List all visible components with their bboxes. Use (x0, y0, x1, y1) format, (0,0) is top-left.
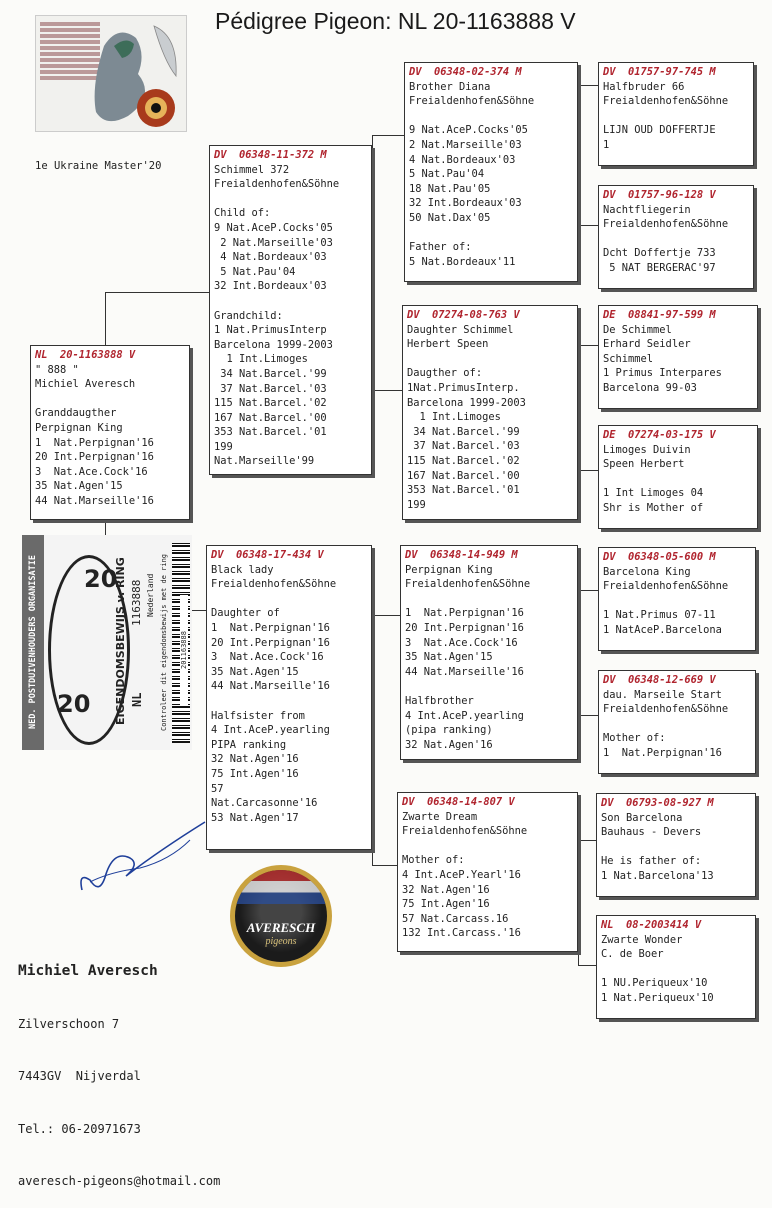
connector-line (578, 840, 596, 841)
box-header: DE 07274-03-175 V (603, 429, 716, 441)
box-line: 44 Nat.Marseille'16 (405, 665, 524, 678)
box-line: Schimmel 372 (214, 163, 290, 176)
box-line: Mother of: (603, 732, 666, 745)
box-line: 50 Nat.Dax'05 (409, 211, 491, 224)
box-line: 32 Int.Bordeaux'03 (214, 280, 327, 293)
signature (70, 810, 210, 900)
ring-country-name: Nederland (146, 573, 155, 617)
pedigree-box-mm-father (596, 793, 756, 897)
ring-ownership-card (22, 535, 192, 750)
connector-line (578, 85, 579, 225)
box-header: DV 06348-02-374 M (409, 66, 522, 78)
box-line: Bauhaus - Devers (601, 826, 702, 839)
pedigree-box-mf-mother (598, 670, 756, 774)
box-line: Barcelona King (603, 565, 691, 578)
box-line: 18 Nat.Pau'05 (409, 182, 491, 195)
box-line: 37 Nat.Barcel.'03 (214, 382, 327, 395)
box-line: 3 Nat.Ace.Cock'16 (211, 651, 324, 664)
box-line: 1 (603, 138, 610, 151)
box-line (214, 192, 367, 207)
box-line: Halfbrother (405, 694, 474, 707)
box-line (405, 592, 573, 607)
pedigree-box-paternal-grandfather (404, 62, 578, 282)
box-line: 3 Nat.Ace.Cock'16 (35, 465, 148, 478)
box-line: 34 Nat.Barcel.'99 (407, 425, 520, 438)
box-line: 5 NAT BERGERAC'97 (603, 261, 716, 274)
contact-city: 7443GV Nijverdal (18, 1069, 141, 1083)
box-line: 4 Int.AceP.Yearl'16 (402, 868, 521, 881)
box-line: dau. Marseile Start (603, 688, 722, 701)
connector-line (578, 225, 598, 226)
connector-line (578, 345, 579, 470)
pedigree-box-fm-mother (598, 425, 758, 529)
box-line (603, 594, 751, 609)
ring-country: NL (130, 692, 144, 708)
pedigree-box-ff-mother (598, 185, 754, 289)
box-line: 32 Nat.Agen'16 (402, 883, 490, 896)
contact-street: Zilverschoon 7 (18, 1016, 120, 1031)
box-header: DV 01757-96-128 V (603, 189, 716, 201)
box-line: Freialdenhofen&Söhne (211, 578, 337, 591)
box-line: 75 Int.Agen'16 (211, 767, 299, 780)
seal-subtitle: pigeons (265, 936, 297, 947)
box-line: 353 Nat.Barcel.'01 (407, 484, 520, 497)
box-line: 9 Nat.AceP.Cocks'05 (214, 221, 333, 234)
box-line: De Schimmel (603, 323, 672, 336)
box-line: 44 Nat.Marseille'16 (211, 680, 330, 693)
box-line: Barcelona 1999-2003 (407, 396, 526, 409)
box-line: 115 Nat.Barcel.'02 (214, 397, 327, 410)
box-line: Mother of: (402, 854, 465, 867)
box-line: Father of: (409, 241, 472, 254)
box-line: 1 Int Limoges 04 (603, 487, 704, 500)
pedigree-box-fm-father (598, 305, 758, 409)
box-line: 37 Nat.Barcel.'03 (407, 440, 520, 453)
box-line: Schimmel (603, 352, 654, 365)
box-line: 2 Nat.Marseille'03 (214, 236, 333, 249)
pedigree-box-maternal-grandfather (400, 545, 578, 760)
box-line: 3 Nat.Ace.Cock'16 (405, 636, 518, 649)
box-line: Freialdenhofen&Söhne (603, 580, 729, 593)
box-line (211, 592, 367, 607)
contact-name: Michiel Averesch (18, 963, 158, 979)
box-line: Freialdenhofen&Söhne (603, 95, 729, 108)
connector-line (578, 85, 598, 86)
box-line (407, 352, 573, 367)
box-line: Erhard Seidler (603, 338, 691, 351)
box-line: He is father of: (601, 855, 702, 868)
box-line: 4 Int.AceP.yearling (405, 709, 524, 722)
box-line: 57 (211, 782, 224, 795)
box-line: 1 Int.Limoges (407, 411, 501, 424)
connector-line (372, 390, 402, 391)
ring-year-top: 20 (84, 565, 118, 593)
barcode-number: 201163888 (180, 595, 188, 705)
pedigree-box-subject (30, 345, 190, 520)
box-line: Perpignan King (35, 421, 123, 434)
box-line: 20 Int.Perpignan'16 (35, 451, 154, 464)
box-line: 53 Nat.Agen'17 (211, 811, 299, 824)
box-line: C. de Boer (601, 948, 664, 961)
contact-block (18, 928, 220, 1208)
box-line: Halfbruder 66 (603, 80, 685, 93)
box-line: 1Nat.PrimusInterp. (407, 381, 520, 394)
box-line: 20 Int.Perpignan'16 (405, 621, 524, 634)
pedigree-box-maternal-grandmother (397, 792, 578, 952)
connector-line (105, 292, 209, 293)
flag-icon (235, 870, 327, 904)
pigeon-photo (35, 15, 187, 132)
pedigree-box-paternal-grandmother (402, 305, 578, 520)
box-line: 132 Int.Carcass.'16 (402, 927, 521, 940)
box-line: Nat.Carcasonne'16 (211, 797, 318, 810)
box-line: Son Barcelona (601, 811, 683, 824)
box-line (214, 294, 367, 309)
pigeon-image (36, 16, 186, 131)
box-line: 35 Nat.Agen'15 (405, 651, 493, 664)
connector-line (578, 840, 579, 965)
box-line: 32 Int.Bordeaux'03 (409, 197, 522, 210)
box-line: 5 Nat.Pau'04 (409, 168, 485, 181)
box-line: 75 Int.Agen'16 (402, 898, 490, 911)
box-line: 1 Nat.Perpignan'16 (603, 746, 722, 759)
box-line: 5 Nat.Pau'04 (214, 265, 296, 278)
box-line: Zwarte Wonder (601, 933, 683, 946)
box-line: 5 Nat.Bordeaux'11 (409, 255, 516, 268)
box-line: PIPA ranking (211, 738, 287, 751)
connector-line (578, 345, 598, 346)
box-line: LIJN OUD DOFFERTJE (603, 124, 716, 137)
box-line (35, 392, 185, 407)
averesch-pigeons-seal (230, 865, 332, 967)
box-line: 1 Nat.Perpignan'16 (211, 621, 330, 634)
box-line: Freialdenhofen&Söhne (402, 825, 528, 838)
box-header: DV 07274-08-763 V (407, 309, 520, 321)
contact-phone: Tel.: 06-20971673 (18, 1121, 141, 1136)
achievement-note: 1e Ukraine Master'20 (35, 160, 162, 172)
connector-line (372, 615, 400, 616)
box-header: DE 08841-97-599 M (603, 309, 716, 321)
pedigree-box-mm-mother (596, 915, 756, 1019)
box-line: 199 (407, 498, 426, 511)
box-line: 1 Nat.Perpignan'16 (35, 436, 154, 449)
box-line: 199 (214, 440, 233, 453)
box-line: 44 Nat.Marseille'16 (35, 494, 154, 507)
box-line: 4 Nat.Bordeaux'03 (409, 153, 516, 166)
box-line: Shr is Mother of (603, 501, 704, 514)
connector-line (372, 865, 397, 866)
box-line: Speen Herbert (603, 458, 685, 471)
box-line: Freialdenhofen&Söhne (409, 95, 535, 108)
box-line: 1 Nat.Perpignan'16 (405, 607, 524, 620)
box-line: 4 Int.AceP.yearling (211, 724, 330, 737)
box-line: 1 Primus Interpares (603, 367, 722, 380)
box-line: 20 Int.Perpignan'16 (211, 636, 330, 649)
box-header: DV 06348-12-669 V (603, 674, 716, 686)
box-line (603, 232, 749, 247)
box-line: 32 Nat.Agen'16 (405, 738, 493, 751)
box-line: Barcelona 99-03 (603, 381, 697, 394)
box-line (409, 226, 573, 241)
box-line: 1 Nat.Periqueux'10 (601, 991, 714, 1004)
box-line: 34 Nat.Barcel.'99 (214, 367, 327, 380)
box-header: DV 06348-14-949 M (405, 549, 518, 561)
box-line: Barcelona 1999-2003 (214, 338, 333, 351)
ring-control-text: Controleer dit eigendomsbewijs met de ring (160, 554, 168, 732)
connector-line (372, 135, 404, 136)
box-line: Michiel Averesch (35, 378, 136, 391)
box-line: Perpignan King (405, 563, 493, 576)
box-header: DV 06348-05-600 M (603, 551, 716, 563)
box-line: 1 Nat.Primus 07-11 (603, 609, 716, 622)
connector-line (578, 965, 596, 966)
connector-line (372, 615, 373, 865)
box-line: 9 Nat.AceP.Cocks'05 (409, 124, 528, 137)
box-line (211, 694, 367, 709)
connector-line (372, 135, 373, 390)
connector-line (578, 715, 598, 716)
box-line: 1 Nat.Barcelona'13 (601, 869, 714, 882)
pedigree-box-ff-father (598, 62, 754, 166)
box-line: " 888 " (35, 363, 79, 376)
contact-email[interactable]: averesch-pigeons@hotmail.com (18, 1174, 221, 1188)
box-line: 2 Nat.Marseille'03 (409, 138, 522, 151)
box-header: DV 06348-11-372 M (214, 149, 327, 161)
box-line: Brother Diana (409, 80, 491, 93)
box-line (409, 109, 573, 124)
box-line: 35 Nat.Agen'15 (211, 665, 299, 678)
box-line (601, 840, 751, 855)
box-line (603, 109, 749, 124)
box-header: DV 01757-97-745 M (603, 66, 716, 78)
box-line: Halfsister from (211, 709, 305, 722)
box-line: Daughter Schimmel (407, 323, 514, 336)
box-header: NL 20-1163888 V (35, 349, 136, 361)
box-line (603, 472, 753, 487)
pedigree-box-mf-father (598, 547, 756, 651)
ring-year-bottom: 20 (57, 690, 91, 718)
page-title: Pédigree Pigeon: NL 20-1163888 V (215, 8, 576, 34)
box-line: 35 Nat.Agen'15 (35, 480, 123, 493)
box-line (603, 717, 751, 732)
box-header: DV 06348-14-807 V (402, 796, 515, 808)
box-header: DV 06348-17-434 V (211, 549, 324, 561)
connector-line (578, 470, 598, 471)
box-line: 57 Nat.Carcass.16 (402, 912, 509, 925)
box-line: Nachtfliegerin (603, 203, 691, 216)
box-line: Daughter of (211, 607, 280, 620)
box-line (402, 839, 573, 854)
box-line: Freialdenhofen&Söhne (214, 178, 340, 191)
box-line: 115 Nat.Barcel.'02 (407, 454, 520, 467)
box-line: Limoges Duivin (603, 443, 691, 456)
box-line: (pipa ranking) (405, 724, 493, 737)
box-line (405, 679, 573, 694)
ring-card-title: EIGENDOMSBEWIJS v. RING (114, 557, 127, 725)
box-line: Daugther of: (407, 367, 483, 380)
box-line: Dcht Doffertje 733 (603, 247, 716, 260)
box-line: Freialdenhofen&Söhne (603, 218, 729, 231)
box-line: Herbert Speen (407, 338, 489, 351)
ring-card-org: NED. POSTDUIVENHOUDERS ORGANISATIE (22, 535, 44, 750)
box-line: Freialdenhofen&Söhne (405, 578, 531, 591)
pedigree-box-father (209, 145, 372, 475)
box-line: 353 Nat.Barcel.'01 (214, 426, 327, 439)
ring-number: 1163888 (130, 579, 143, 626)
pedigree-box-mother (206, 545, 372, 850)
box-line: 1 Int.Limoges (214, 353, 308, 366)
box-line: 1 NatAceP.Barcelona (603, 623, 722, 636)
box-line: 167 Nat.Barcel.'00 (214, 411, 327, 424)
connector-line (578, 590, 579, 715)
seal-name: AVERESCH (246, 920, 316, 935)
box-header: NL 08-2003414 V (601, 919, 702, 931)
box-line: 167 Nat.Barcel.'00 (407, 469, 520, 482)
box-line: 1 Nat.PrimusInterp (214, 324, 327, 337)
box-line: Child of: (214, 207, 271, 220)
box-line: 32 Nat.Agen'16 (211, 753, 299, 766)
box-line: Freialdenhofen&Söhne (603, 703, 729, 716)
connector-line (105, 292, 106, 346)
box-line (601, 962, 751, 977)
box-header: DV 06793-08-927 M (601, 797, 714, 809)
box-line: Grandchild: (214, 309, 283, 322)
connector-line (578, 590, 598, 591)
box-line: 4 Nat.Bordeaux'03 (214, 251, 327, 264)
box-line: Nat.Marseille'99 (214, 455, 315, 468)
box-line: Black lady (211, 563, 274, 576)
box-line: Granddaugther (35, 407, 117, 420)
box-line: 1 NU.Periqueux'10 (601, 977, 708, 990)
box-line: Zwarte Dream (402, 810, 478, 823)
